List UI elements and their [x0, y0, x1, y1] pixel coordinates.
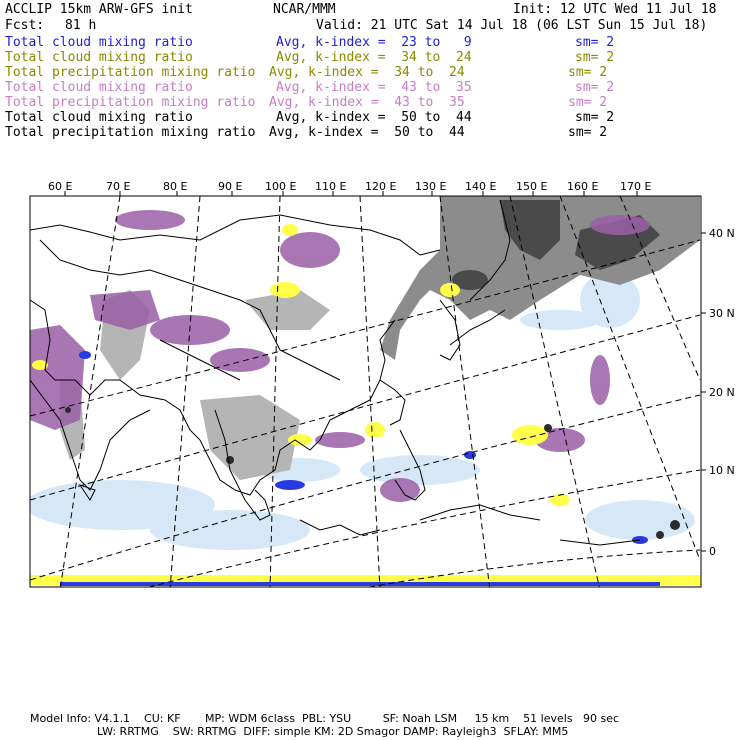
legend-avg-6: Avg, k-index = 50 to 44	[276, 110, 472, 125]
lon-label-170e: 170 E	[620, 180, 652, 193]
lon-label-120e: 120 E	[365, 180, 397, 193]
lon-label-80e: 80 E	[163, 180, 188, 193]
model-info-line1: Model Info: V4.1.1 CU: KF MP: WDM 6class PBL: YSU SF: Noah LSM 15 km 51 levels 90 sec	[30, 712, 620, 725]
legend-sm-6: sm= 2	[575, 110, 615, 125]
legend-avg-4: Avg, k-index = 43 to 35	[276, 80, 472, 95]
legend-field-3: Total precipitation mixing ratio	[5, 65, 256, 80]
legend-field-1: Total cloud mixing ratio	[5, 35, 193, 50]
lon-label-130e: 130 E	[415, 180, 447, 193]
legend-sm-4: sm= 2	[575, 80, 615, 95]
lon-label-70e: 70 E	[106, 180, 131, 193]
legend-field-6: Total cloud mixing ratio	[5, 110, 193, 125]
lon-label-160e: 160 E	[567, 180, 599, 193]
lat-label-10n: 10 N	[709, 464, 735, 477]
legend-sm-1: sm= 2	[575, 35, 615, 50]
fcst-label: Fcst:	[5, 18, 45, 33]
legend-field-7: Total precipitation mixing ratio	[5, 125, 256, 140]
legend-sm-5: sm= 2	[568, 95, 608, 110]
model-info-line2: LW: RRTMG SW: RRTMG DIFF: simple KM: 2D Smagor DAMP: Rayleigh3 SFLAY: MM5	[97, 725, 569, 738]
legend-avg-7: Avg, k-index = 50 to 44	[269, 125, 465, 140]
legend-avg-3: Avg, k-index = 34 to 24	[269, 65, 465, 80]
lat-label-40n: 40 N	[709, 227, 735, 240]
legend-field-4: Total cloud mixing ratio	[5, 80, 193, 95]
legend-field-2: Total cloud mixing ratio	[5, 50, 193, 65]
legend-sm-7: sm= 2	[568, 125, 608, 140]
legend-avg-5: Avg, k-index = 43 to 35	[269, 95, 465, 110]
title-center: NCAR/MMM	[273, 2, 336, 17]
lon-label-100e: 100 E	[265, 180, 297, 193]
lon-label-140e: 140 E	[465, 180, 497, 193]
title-left: ACCLIP 15km ARW-GFS init	[5, 2, 193, 17]
lon-label-60e: 60 E	[48, 180, 73, 193]
init-time: Init: 12 UTC Wed 11 Jul 18	[513, 2, 717, 17]
legend-avg-1: Avg, k-index = 23 to 9	[276, 35, 472, 50]
legend-sm-3: sm= 2	[568, 65, 608, 80]
valid-time: Valid: 21 UTC Sat 14 Jul 18 (06 LST Sun 15 Jul 18)	[316, 18, 708, 33]
lat-label-20n: 20 N	[709, 386, 735, 399]
lat-label-30n: 30 N	[709, 307, 735, 320]
legend-avg-2: Avg, k-index = 34 to 24	[276, 50, 472, 65]
legend-field-5: Total precipitation mixing ratio	[5, 95, 256, 110]
lat-label-0: 0	[709, 545, 716, 558]
lon-label-150e: 150 E	[516, 180, 548, 193]
fcst-value: 81 h	[65, 18, 97, 33]
legend-sm-2: sm= 2	[575, 50, 615, 65]
lon-label-90e: 90 E	[218, 180, 243, 193]
blue-cloud-field	[60, 351, 660, 586]
lon-label-110e: 110 E	[315, 180, 347, 193]
